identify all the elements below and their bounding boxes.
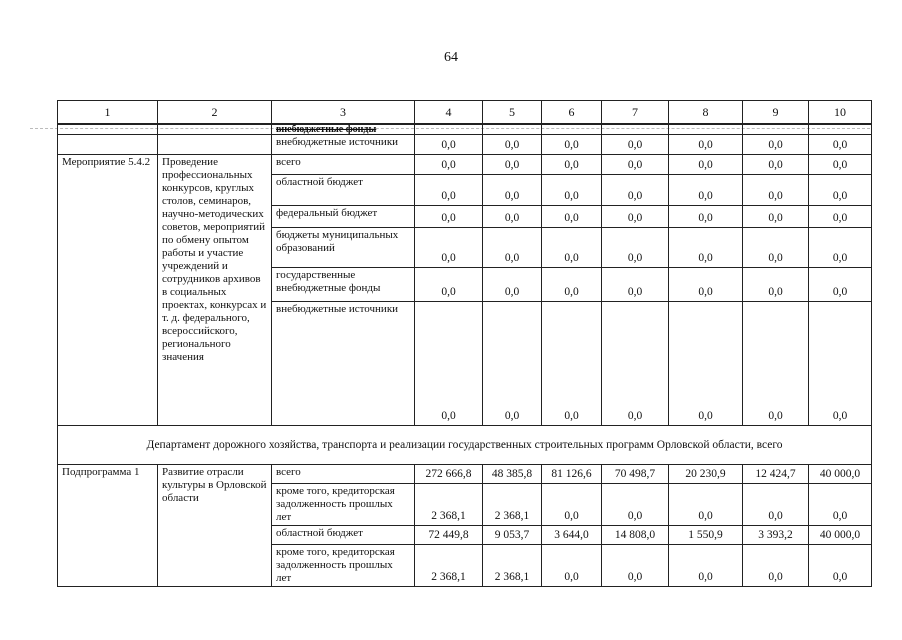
column-header: 7 — [602, 101, 669, 125]
value-cell: 0,0 — [542, 155, 602, 175]
value-cell: 0,0 — [743, 484, 809, 526]
value-cell: 0,0 — [415, 135, 483, 155]
header-row — [58, 101, 872, 125]
value-cell: 9 053,7 — [483, 526, 542, 545]
value-cell: 0,0 — [542, 545, 602, 587]
value-cell: 3 393,2 — [743, 526, 809, 545]
value-cell: 0,0 — [542, 484, 602, 526]
table-row — [58, 135, 872, 155]
value-cell: 0,0 — [415, 155, 483, 175]
value-cell: 0,0 — [809, 545, 872, 587]
empty-cell — [809, 124, 872, 135]
department-title: Департамент дорожного хозяйства, транспорта и реализации государственных строительных программ Орловской области, всего — [58, 426, 872, 465]
value-cell: 40 000,0 — [809, 526, 872, 545]
empty-cell — [743, 124, 809, 135]
value-cell: 272 666,8 — [415, 465, 483, 484]
empty-cell — [158, 124, 272, 135]
value-cell: 0,0 — [669, 302, 743, 426]
value-cell: 0,0 — [415, 206, 483, 228]
struck-row — [58, 124, 872, 135]
funding-source-label: областной бюджет — [272, 175, 415, 206]
value-cell: 0,0 — [743, 135, 809, 155]
column-header: 9 — [743, 101, 809, 125]
empty-cell — [483, 124, 542, 135]
event-code: Мероприятие 5.4.2 — [58, 155, 158, 426]
value-cell: 0,0 — [809, 484, 872, 526]
value-cell: 2 368,1 — [483, 484, 542, 526]
value-cell: 0,0 — [669, 545, 743, 587]
value-cell: 0,0 — [809, 155, 872, 175]
value-cell: 0,0 — [743, 175, 809, 206]
value-cell: 0,0 — [809, 206, 872, 228]
value-cell: 0,0 — [542, 228, 602, 268]
funding-source-label: всего — [272, 155, 415, 175]
empty-cell — [58, 135, 158, 155]
value-cell: 0,0 — [542, 302, 602, 426]
funding-source-label: областной бюджет — [272, 526, 415, 545]
column-header: 1 — [58, 101, 158, 125]
value-cell: 12 424,7 — [743, 465, 809, 484]
empty-cell — [158, 135, 272, 155]
value-cell: 0,0 — [415, 228, 483, 268]
value-cell: 0,0 — [415, 302, 483, 426]
value-cell: 2 368,1 — [415, 545, 483, 587]
column-header: 8 — [669, 101, 743, 125]
table-row — [58, 155, 872, 175]
value-cell: 0,0 — [743, 268, 809, 302]
value-cell: 0,0 — [809, 175, 872, 206]
value-cell: 0,0 — [743, 155, 809, 175]
value-cell: 0,0 — [669, 228, 743, 268]
page-number: 64 — [444, 50, 458, 65]
value-cell: 0,0 — [743, 206, 809, 228]
value-cell: 72 449,8 — [415, 526, 483, 545]
value-cell: 0,0 — [602, 545, 669, 587]
value-cell: 2 368,1 — [415, 484, 483, 526]
value-cell: 0,0 — [483, 206, 542, 228]
column-header: 6 — [542, 101, 602, 125]
value-cell: 0,0 — [669, 135, 743, 155]
funding-source-label: внебюджетные источники — [272, 135, 415, 155]
value-cell: 0,0 — [602, 135, 669, 155]
funding-source-label: всего — [272, 465, 415, 484]
funding-source-label: внебюджетные источники — [272, 302, 415, 426]
value-cell: 0,0 — [602, 268, 669, 302]
funding-source-label: бюджеты муниципальных образований — [272, 228, 415, 268]
value-cell: 0,0 — [743, 228, 809, 268]
value-cell: 0,0 — [743, 545, 809, 587]
value-cell: 81 126,6 — [542, 465, 602, 484]
value-cell: 20 230,9 — [669, 465, 743, 484]
value-cell: 0,0 — [542, 268, 602, 302]
empty-cell — [58, 124, 158, 135]
funding-source-label: кроме того, кредиторская задолженность прошлых лет — [272, 545, 415, 587]
subprogram-name: Развитие отрасли культуры в Орловской области — [158, 465, 272, 587]
value-cell: 48 385,8 — [483, 465, 542, 484]
column-header: 4 — [415, 101, 483, 125]
value-cell: 14 808,0 — [602, 526, 669, 545]
value-cell: 3 644,0 — [542, 526, 602, 545]
value-cell: 0,0 — [602, 155, 669, 175]
value-cell: 0,0 — [542, 175, 602, 206]
empty-cell — [415, 124, 483, 135]
empty-cell — [669, 124, 743, 135]
value-cell: 40 000,0 — [809, 465, 872, 484]
value-cell: 0,0 — [809, 135, 872, 155]
value-cell: 0,0 — [809, 268, 872, 302]
funding-source-label: федеральный бюджет — [272, 206, 415, 228]
value-cell: 0,0 — [483, 175, 542, 206]
value-cell: 0,0 — [602, 484, 669, 526]
event-name: Проведение профессиональных конкурсов, круглых столов, семинаров, научно-методических советов, мероприятий по обмену опытом работы и участие учреждений и сотрудников архивов в социальных проектах, конкурсах и т. д. федерального, всероссийского, регионального значения — [158, 155, 272, 426]
struck-text: внебюджетные фонды — [276, 124, 377, 135]
value-cell: 0,0 — [415, 175, 483, 206]
value-cell: 2 368,1 — [483, 545, 542, 587]
value-cell: 0,0 — [743, 302, 809, 426]
empty-cell — [542, 124, 602, 135]
value-cell: 0,0 — [483, 268, 542, 302]
value-cell: 0,0 — [669, 206, 743, 228]
value-cell: 0,0 — [542, 206, 602, 228]
value-cell: 0,0 — [483, 155, 542, 175]
subprogram-code: Подпрограмма 1 — [58, 465, 158, 587]
column-header: 10 — [809, 101, 872, 125]
value-cell: 0,0 — [483, 135, 542, 155]
value-cell: 0,0 — [809, 302, 872, 426]
value-cell: 0,0 — [809, 228, 872, 268]
value-cell: 0,0 — [415, 268, 483, 302]
value-cell: 0,0 — [483, 228, 542, 268]
value-cell: 70 498,7 — [602, 465, 669, 484]
value-cell: 0,0 — [669, 268, 743, 302]
column-header: 3 — [272, 101, 415, 125]
value-cell: 0,0 — [602, 206, 669, 228]
value-cell: 1 550,9 — [669, 526, 743, 545]
value-cell: 0,0 — [669, 484, 743, 526]
department-row — [58, 426, 872, 465]
funding-source-label: государственные внебюджетные фонды — [272, 268, 415, 302]
column-header: 5 — [483, 101, 542, 125]
funding-source-label: кроме того, кредиторская задолженность прошлых лет — [272, 484, 415, 526]
struck-label — [272, 124, 415, 135]
value-cell: 0,0 — [602, 302, 669, 426]
value-cell: 0,0 — [542, 135, 602, 155]
value-cell: 0,0 — [483, 302, 542, 426]
empty-cell — [602, 124, 669, 135]
table-row — [58, 465, 872, 484]
value-cell: 0,0 — [669, 155, 743, 175]
value-cell: 0,0 — [602, 175, 669, 206]
value-cell: 0,0 — [602, 228, 669, 268]
value-cell: 0,0 — [669, 175, 743, 206]
budget-table — [57, 100, 872, 587]
column-header: 2 — [158, 101, 272, 125]
